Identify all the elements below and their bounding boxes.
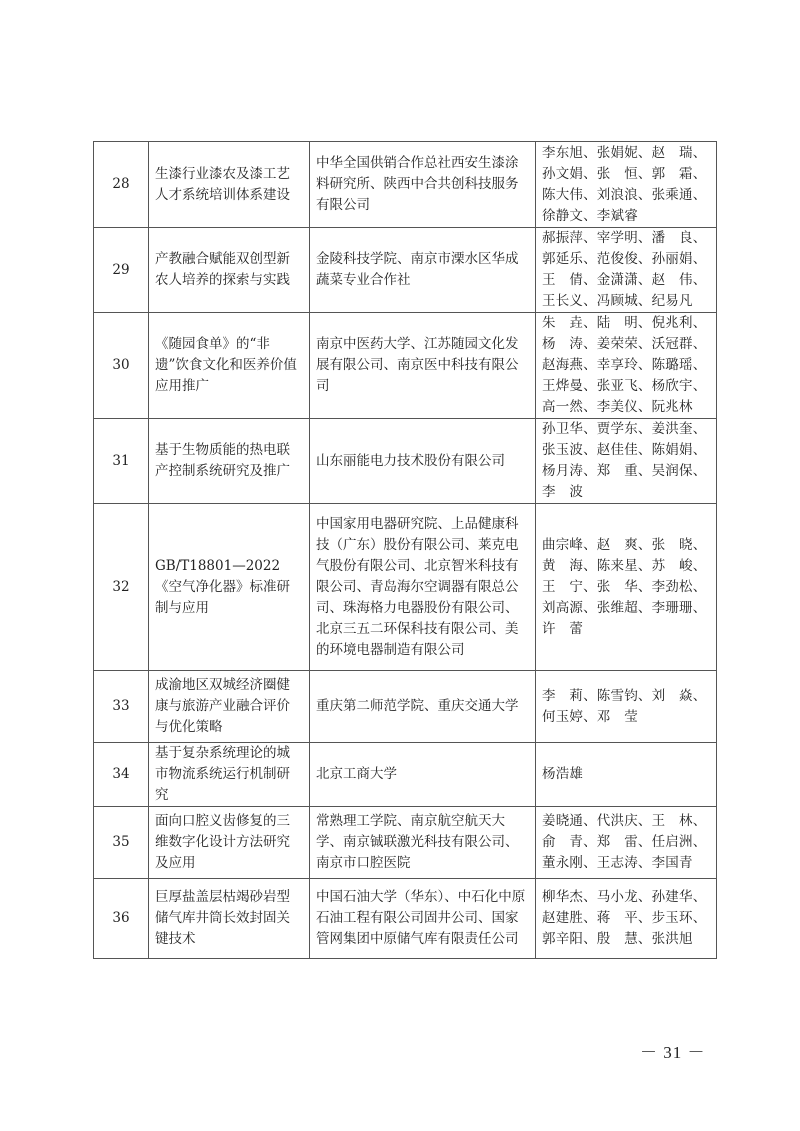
row-number-cell: 35 <box>94 807 149 879</box>
personnel-cell: 杨浩雄 <box>536 743 717 807</box>
page-number: － 31 － <box>640 1043 706 1062</box>
table-row <box>94 142 717 228</box>
personnel-cell: 柳华杰、马小龙、孙建华、赵建胜、蒋 平、步玉环、郭辛阳、殷 慧、张洪旭 <box>536 879 717 959</box>
personnel-cell: 郝振萍、宰学明、潘 良、郭延乐、范俊俊、孙丽娟、王 倩、金潇潇、赵 伟、王长义、冯顾城、纪易凡 <box>536 228 717 313</box>
project-title-cell: 生漆行业漆农及漆工艺人才系统培训体系建设 <box>149 142 310 228</box>
table-row <box>94 807 717 879</box>
table-row <box>94 419 717 504</box>
project-title-cell: 面向口腔义齿修复的三维数字化设计方法研究及应用 <box>149 807 310 879</box>
personnel-cell: 曲宗峰、赵 爽、张 晓、黄 海、陈来星、苏 峻、王 宁、张 华、李劲松、刘高源、张维超、李珊珊、许 蕾 <box>536 504 717 671</box>
project-title-cell: 产教融合赋能双创型新农人培养的探索与实践 <box>149 228 310 313</box>
award-table-body <box>94 142 717 959</box>
project-title-cell: 巨厚盐盖层枯竭砂岩型储气库井筒长效封固关键技术 <box>149 879 310 959</box>
row-number-cell: 34 <box>94 743 149 807</box>
table-row <box>94 879 717 959</box>
organization-cell: 南京中医药大学、江苏随园文化发展有限公司、南京医中科技有限公司 <box>310 313 536 419</box>
organization-cell: 中华全国供销合作总社西安生漆涂料研究所、陕西中合共创科技服务有限公司 <box>310 142 536 228</box>
row-number-cell: 29 <box>94 228 149 313</box>
organization-cell: 中国家用电器研究院、上品健康科技（广东）股份有限公司、莱克电气股份有限公司、北京智米科技有限公司、青岛海尔空调器有限总公司、珠海格力电器股份有限公司、北京三五二环保科技有限公司、美的环境电器制造有限公司 <box>310 504 536 671</box>
table-row <box>94 743 717 807</box>
organization-cell: 金陵科技学院、南京市溧水区华成蔬菜专业合作社 <box>310 228 536 313</box>
table-row <box>94 313 717 419</box>
table-row <box>94 671 717 743</box>
row-number-cell: 36 <box>94 879 149 959</box>
table-row <box>94 504 717 671</box>
organization-cell: 中国石油大学（华东）、中石化中原石油工程有限公司固井公司、国家管网集团中原储气库有限责任公司 <box>310 879 536 959</box>
table-row <box>94 228 717 313</box>
project-title-cell: GB/T18801—2022《空气净化器》标准研制与应用 <box>149 504 310 671</box>
organization-cell: 北京工商大学 <box>310 743 536 807</box>
project-title-cell: 成渝地区双城经济圈健康与旅游产业融合评价与优化策略 <box>149 671 310 743</box>
personnel-cell: 姜晓通、代洪庆、王 林、俞 青、郑 雷、任启洲、董永刚、王志涛、李国青 <box>536 807 717 879</box>
row-number-cell: 28 <box>94 142 149 228</box>
organization-cell: 山东丽能电力技术股份有限公司 <box>310 419 536 504</box>
row-number-cell: 30 <box>94 313 149 419</box>
personnel-cell: 李东旭、张娟妮、赵 瑞、孙文娟、张 恒、郭 霜、陈大伟、刘浪浪、张乘通、徐静文、李斌睿 <box>536 142 717 228</box>
project-title-cell: 基于复杂系统理论的城市物流系统运行机制研究 <box>149 743 310 807</box>
row-number-cell: 32 <box>94 504 149 671</box>
award-table <box>93 141 717 959</box>
project-title-cell: 基于生物质能的热电联产控制系统研究及推广 <box>149 419 310 504</box>
project-title-cell: 《随园食单》的“非遗”饮食文化和医养价值应用推广 <box>149 313 310 419</box>
personnel-cell: 朱 垚、陆 明、倪兆利、杨 涛、姜荣荣、沃冠群、赵海燕、幸享玲、陈璐瑶、王烨曼、张亚飞、杨欣宇、高一然、李美仪、阮兆林 <box>536 313 717 419</box>
personnel-cell: 孙卫华、贾学东、姜洪奎、张玉波、赵佳佳、陈娟娟、杨月涛、郑 重、吴润保、李 波 <box>536 419 717 504</box>
organization-cell: 重庆第二师范学院、重庆交通大学 <box>310 671 536 743</box>
organization-cell: 常熟理工学院、南京航空航天大学、南京铖联激光科技有限公司、南京市口腔医院 <box>310 807 536 879</box>
personnel-cell: 李 莉、陈雪钧、刘 焱、何玉婷、邓 莹 <box>536 671 717 743</box>
row-number-cell: 33 <box>94 671 149 743</box>
row-number-cell: 31 <box>94 419 149 504</box>
